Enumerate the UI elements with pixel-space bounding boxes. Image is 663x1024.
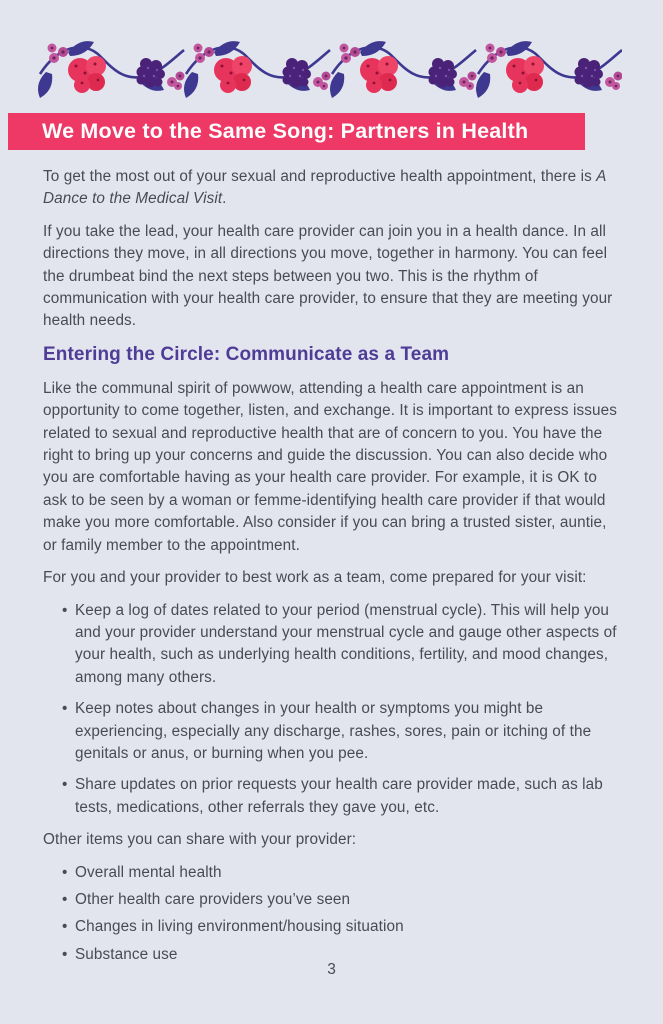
- share-intro: Other items you can share with your provider:: [43, 831, 357, 849]
- intro-paragraph-1-text: To get the most out of your sexual and reproductive health appointment, there is: [43, 168, 597, 185]
- page-title-banner: [8, 113, 585, 150]
- booklet-reference-title: A Dance to the Medical Visit: [43, 168, 606, 208]
- page-content: [43, 166, 621, 966]
- list-item: • Keep a log of dates related to your period (menstrual cycle). This will help you and your provider understand your menstrual cycle and gauge other aspects of your health, such as underlying health conditions, fertility, and mood changes, among many others.: [62, 600, 621, 690]
- intro-paragraph-2: If you take the lead, your health care provider can join you in a health dance. In all directions they move, in all directions you move, together in harmony. You can feel the drumbeat bind the next steps between you two. This is the rhythm of communication with your health care provider, to ensure that they are meeting your health needs.: [43, 222, 613, 330]
- page-number: 3: [327, 961, 336, 978]
- intro-paragraph-1: [43, 166, 621, 211]
- berry-floral-border-illustration: [38, 38, 622, 102]
- list-item: • Substance use: [62, 944, 621, 966]
- list-item: • Changes in living environment/housing situation: [62, 916, 621, 938]
- prepare-intro: For you and your provider to best work as a team, come prepared for your visit:: [43, 569, 587, 587]
- list-item: • Keep notes about changes in your health or symptoms you might be experiencing, especially any discharge, rashes, sores, pain or itching of the genitals or anus, or burning when you pee.: [62, 698, 621, 765]
- list-item: • Other health care providers you’ve seen: [62, 889, 621, 911]
- section-heading: Entering the Circle: Communicate as a Team: [43, 343, 450, 365]
- berry-floral-border: [38, 38, 622, 102]
- page-title: We Move to the Same Song: Partners in Health: [42, 119, 529, 143]
- intro-paragraph-1-period: .: [222, 190, 227, 208]
- prepare-list: [43, 600, 621, 820]
- section-paragraph: Like the communal spirit of powwow, attending a health care appointment is an opportunity to come together, listen, and exchange. It is important to express issues related to sexual and reproductive health that are of concern to you. You have the right to bring up your concerns and guide the discussion. You can also decide who you are comfortable having as your health care provider. For example, it is OK to ask to be seen by a woman or femme-identifying health care provider if that would make you more comfortable. Also consider if you can bring a trusted sister, auntie, or family member to the appointment.: [43, 379, 617, 554]
- list-item: • Share updates on prior requests your health care provider made, such as lab tests, medications, other referrals they gave you, etc.: [62, 774, 621, 819]
- list-item: • Overall mental health: [62, 862, 621, 884]
- share-list: [43, 862, 621, 967]
